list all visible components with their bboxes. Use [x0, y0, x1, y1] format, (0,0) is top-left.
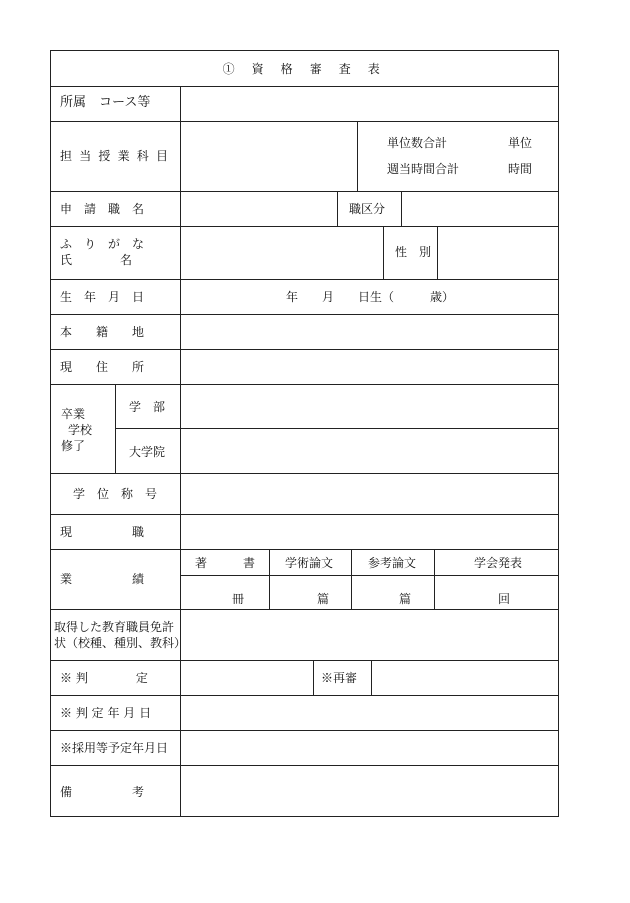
affiliation-field[interactable] [181, 87, 558, 121]
license-label-1: 取得した教育職員免許 [54, 620, 175, 634]
name-label: 氏 名 [60, 253, 133, 267]
remarks-label: 備 考 [60, 785, 145, 799]
birth-label: 生 年 月 日 [60, 290, 145, 304]
current-job-field[interactable] [181, 515, 558, 549]
graduation-label-1: 卒業 [61, 407, 86, 421]
birth-value: 年 月 日生（ 歳） [286, 290, 455, 304]
units-total-label: 単位数合計 [387, 136, 448, 150]
license-label-2: 状（校種、種別、教科） [54, 636, 187, 650]
column-divider [337, 191, 338, 226]
graduate-school-label: 大学院 [129, 445, 166, 459]
column-divider [115, 384, 116, 473]
column-divider [383, 226, 384, 279]
papers-unit: 篇 [317, 592, 330, 606]
re-exam-field[interactable] [372, 661, 558, 695]
graduation-label-3: 修了 [61, 439, 86, 453]
subject-field[interactable] [181, 122, 357, 191]
conference-unit: 回 [498, 592, 511, 606]
hours-unit-label: 時間 [508, 162, 533, 176]
page-title: ① 資 格 審 査 表 [222, 62, 387, 76]
ref-papers-unit: 篇 [399, 592, 412, 606]
name-field[interactable] [181, 227, 383, 279]
sex-field[interactable] [438, 227, 558, 279]
furigana-label: ふ り が な [60, 237, 145, 251]
remarks-field[interactable] [181, 766, 558, 816]
column-divider [357, 121, 358, 191]
sex-label: 性 別 [395, 245, 432, 259]
affiliation-label: 所属 コース等 [60, 95, 151, 110]
books-header: 著 書 [195, 556, 256, 570]
qualification-review-form [50, 50, 559, 817]
column-divider [269, 549, 270, 609]
address-label: 現 住 所 [60, 360, 145, 374]
row-divider [51, 549, 558, 550]
re-exam-label: ※再審 [321, 671, 358, 685]
subject-label: 担当授業科目 [60, 149, 176, 163]
position-applied-label: 申 請 職 名 [60, 202, 145, 216]
column-divider [434, 549, 435, 609]
graduate-school-field[interactable] [181, 429, 558, 473]
weekly-hours-label: 週当時間合計 [387, 162, 460, 176]
faculty-label: 学 部 [129, 400, 166, 414]
license-field[interactable] [181, 610, 558, 660]
hire-date-field[interactable] [181, 731, 558, 765]
address-field[interactable] [181, 350, 558, 384]
ref-papers-header: 参考論文 [368, 556, 417, 570]
domicile-field[interactable] [181, 315, 558, 349]
books-unit: 冊 [232, 592, 245, 606]
position-applied-field[interactable] [181, 192, 337, 226]
position-class-label: 職区分 [349, 202, 386, 216]
row-divider [180, 575, 558, 576]
domicile-label: 本 籍 地 [60, 325, 145, 339]
row-divider [51, 279, 558, 280]
units-unit-label: 単位 [508, 136, 533, 150]
degree-field[interactable] [181, 474, 558, 514]
achievements-label: 業 績 [60, 572, 145, 586]
judgment-field[interactable] [181, 661, 313, 695]
column-divider [313, 660, 314, 695]
judgment-label: ※ 判 定 [60, 671, 148, 685]
degree-label: 学 位 称 号 [73, 487, 158, 501]
hire-date-label: ※採用等予定年月日 [60, 741, 169, 755]
current-job-label: 現 職 [60, 525, 145, 539]
judgment-date-label: ※ 判 定 年 月 日 [60, 706, 152, 720]
papers-header: 学術論文 [285, 556, 334, 570]
position-class-field[interactable] [402, 192, 558, 226]
graduation-label-2: 学校 [68, 423, 93, 437]
faculty-field[interactable] [181, 385, 558, 428]
conference-header: 学会発表 [474, 556, 523, 570]
judgment-date-field[interactable] [181, 696, 558, 730]
column-divider [351, 549, 352, 609]
